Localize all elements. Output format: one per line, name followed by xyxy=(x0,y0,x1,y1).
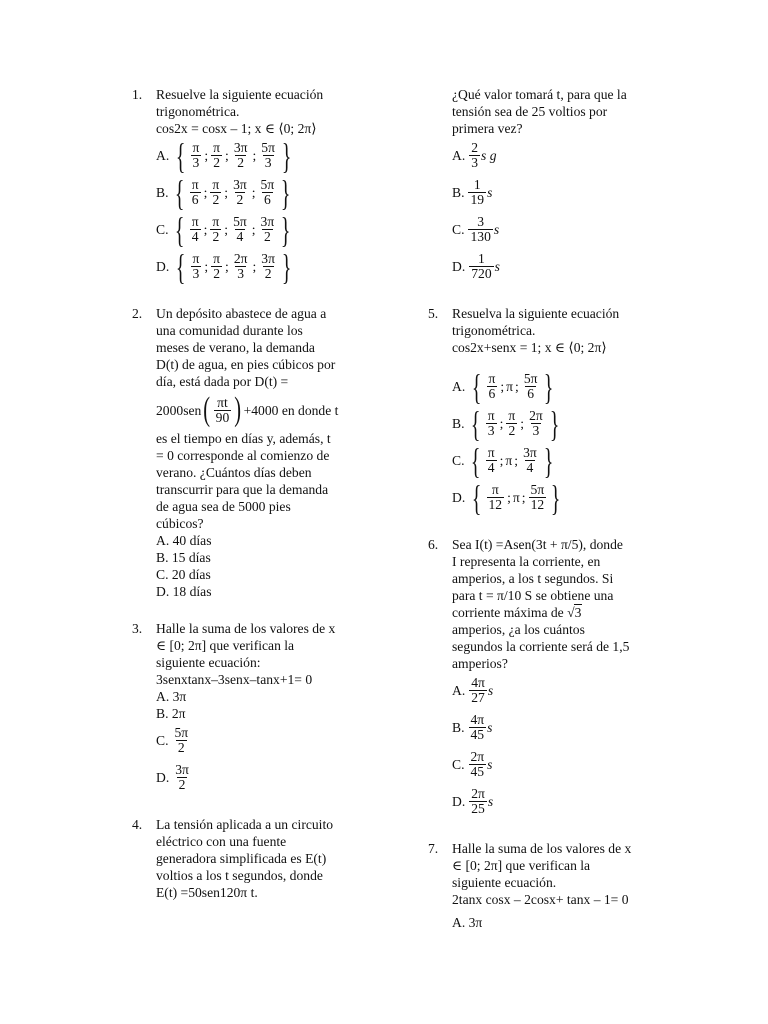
question-text: amperios, a los t segundos. Si xyxy=(452,571,614,586)
answer-option-d[interactable]: D. { $\frac{\pi}{3}$ ; $\frac{\pi}{2}$ ; $\frac{2\pi}{3}$ ; $\frac{3\pi}{2}$ } xyxy=(156,246,292,287)
question-text: para t = π/10 S se obtiene una xyxy=(452,588,614,603)
question-text: La tensión aplicada a un circuito xyxy=(156,817,334,832)
question-text: Halle la suma de los valores de x xyxy=(452,841,632,856)
question-number: 7. xyxy=(428,841,439,856)
question-text: una comunidad durante los xyxy=(156,323,303,338)
unit: s xyxy=(493,222,500,237)
fraction: $\frac{1}{720}$ xyxy=(471,251,492,281)
question-text: meses de verano, la demanda xyxy=(156,340,315,355)
answer-option-d[interactable]: D. 18 días xyxy=(156,584,212,599)
answer-options xyxy=(452,137,658,285)
fraction: $\frac{\pi}{2}$ xyxy=(213,140,221,170)
answer-option-b[interactable]: B. { $\frac{\pi}{3}$ ; $\frac{\pi}{2}$ ; $\frac{2\pi}{3}$ } xyxy=(452,403,560,444)
question-text: trigonométrica. xyxy=(452,323,536,338)
question-text: cúbicos? xyxy=(156,516,204,531)
fraction: $\frac{3\pi}{2}$ xyxy=(233,177,247,207)
fraction: $\frac{3\pi}{2}$ xyxy=(261,251,275,281)
question-text: Un depósito abastece de agua a xyxy=(156,306,327,321)
answer-option-d[interactable]: D. { $\frac{\pi}{12}$ ; π ; $\frac{5\pi}{12}$ } xyxy=(452,477,561,518)
fraction: $\frac{3\pi}{2}$ xyxy=(260,214,275,244)
question-3 xyxy=(132,620,364,796)
answer-option-a[interactable]: A. { $\frac{\pi}{6}$ ; π ; $\frac{5\pi}{6}$ } xyxy=(452,366,554,407)
question-1 xyxy=(132,86,364,285)
fraction: $\frac{\pi}{3}$ xyxy=(192,251,200,281)
question-text: eléctrico con una fuente xyxy=(156,834,287,849)
question-text: D(t) de agua, en pies cúbicos por xyxy=(156,357,336,372)
question-text: voltios a los t segundos, donde xyxy=(156,868,323,883)
answer-option-b[interactable]: B. $\frac{1}{19}$ s xyxy=(452,177,493,207)
answer-option-a[interactable]: A. 3π xyxy=(452,915,483,930)
question-number: 3. xyxy=(132,621,143,636)
answer-option-b[interactable]: B. 15 días xyxy=(156,550,211,565)
question-text: Sea I(t) =Asen(3t + π/5), donde xyxy=(452,537,623,552)
unit: s xyxy=(487,683,494,698)
answer-option-c[interactable]: C. { $\frac{\pi}{4}$ ; $\frac{\pi}{2}$ ; $\frac{5\pi}{4}$ ; $\frac{3\pi}{2}$ } xyxy=(156,209,291,250)
question-4-continued xyxy=(428,86,658,285)
question-7 xyxy=(428,840,658,931)
fraction: $\frac{\pi}{6}$ xyxy=(191,177,199,207)
unit: s xyxy=(487,185,493,200)
question-text: siguiente ecuación: xyxy=(156,655,261,670)
right-column xyxy=(428,86,658,951)
fraction: $\frac{\pi}{3}$ xyxy=(487,408,495,438)
demand-equation: 2000sen ( $\frac{\pi t}{90}$ ) +4000 en donde t xyxy=(156,391,339,428)
fraction: $\frac{2\pi}{25}$ xyxy=(471,786,485,816)
question-2 xyxy=(132,305,364,600)
answer-options xyxy=(156,137,364,285)
equation: cos2x+senx = 1; x ∈ ⟨0; 2π⟩ xyxy=(452,340,607,355)
question-text: de agua sea de 5000 pies xyxy=(156,499,291,514)
fraction: $\frac{5\pi}{3}$ xyxy=(261,140,275,170)
question-text: = 0 corresponde al comienzo de xyxy=(156,448,330,463)
fraction: $\frac{\pi}{4}$ xyxy=(487,445,495,475)
question-text: ¿Qué valor tomará t, para que la xyxy=(452,87,627,102)
question-text: corriente máxima de √3 xyxy=(452,605,582,620)
fraction: $\frac{3\pi}{4}$ xyxy=(523,445,537,475)
fraction: $\frac{2\pi}{3}$ xyxy=(529,408,543,438)
question-number: 6. xyxy=(428,537,439,552)
answer-option-d[interactable]: D. $\frac{1}{720}$ s xyxy=(452,251,500,281)
answer-option-b[interactable]: B. 2π xyxy=(156,706,186,721)
answer-option-a[interactable]: A. $\frac{4\pi}{27}$ s xyxy=(452,675,494,705)
unit: s g xyxy=(481,148,497,163)
left-column xyxy=(132,86,364,921)
answer-option-a[interactable]: A. { $\frac{\pi}{3}$ ; $\frac{\pi}{2}$ ; $\frac{3\pi}{2}$ ; $\frac{5\pi}{3}$ } xyxy=(156,135,292,176)
question-text: trigonométrica. xyxy=(156,104,240,119)
fraction: $\frac{\pi}{2}$ xyxy=(213,251,221,281)
question-text: tensión sea de 25 voltios por xyxy=(452,104,608,119)
question-text: transcurrir para que la demanda xyxy=(156,482,329,497)
question-text: amperios? xyxy=(452,656,508,671)
question-6 xyxy=(428,536,658,820)
fraction: $\frac{\pi}{12}$ xyxy=(488,482,503,512)
fraction: $\frac{2}{3}$ xyxy=(471,140,479,170)
equation: 3senxtanx–3senx–tanx+1= 0 xyxy=(156,672,313,687)
answer-option-c[interactable]: C. { $\frac{\pi}{4}$ ; π ; $\frac{3\pi}{4}$ } xyxy=(452,440,554,481)
question-text: generadora simplificada es E(t) xyxy=(156,851,327,866)
equation-suffix: +4000 en donde t xyxy=(243,402,339,418)
question-number: 5. xyxy=(428,306,439,321)
answer-option-c[interactable]: C. $\frac{3}{130}$ s xyxy=(452,214,500,244)
fraction: $\frac{\pi}{2}$ xyxy=(212,214,220,244)
question-text: Resuelva la siguiente ecuación xyxy=(452,306,620,321)
question-text: ∈ [0; 2π] que verifican la xyxy=(452,858,591,873)
fraction: $\frac{\pi t}{90}$ xyxy=(215,394,230,425)
fraction: $\frac{3\pi}{2}$ xyxy=(233,140,248,170)
unit: s xyxy=(494,259,500,274)
question-5 xyxy=(428,305,658,516)
fraction: $\frac{5\pi}{6}$ xyxy=(260,177,275,207)
fraction: $\frac{1}{19}$ xyxy=(470,177,485,207)
fraction: $\frac{2\pi}{3}$ xyxy=(233,251,248,281)
question-text: verano. ¿Cuántos días deben xyxy=(156,465,312,480)
fraction: $\frac{5\pi}{12}$ xyxy=(530,482,545,512)
question-number: 2. xyxy=(132,306,143,321)
fraction: $\frac{\pi}{2}$ xyxy=(212,177,220,207)
fraction: $\frac{\pi}{2}$ xyxy=(508,408,516,438)
question-number: 4. xyxy=(132,817,143,832)
answer-option-d[interactable]: D. $\frac{2\pi}{25}$ s xyxy=(452,786,494,816)
equation: 2tanx cosx – 2cosx+ tanx – 1= 0 xyxy=(452,892,629,907)
fraction: $\frac{\pi}{6}$ xyxy=(488,371,496,401)
equation: cos2x = cosx – 1; x ∈ ⟨0; 2π⟩ xyxy=(156,121,317,136)
fraction: $\frac{5\pi}{4}$ xyxy=(233,214,247,244)
unit: s xyxy=(487,794,494,809)
question-text: amperios, ¿a los cuántos xyxy=(452,622,585,637)
question-text: es el tiempo en días y, además, t xyxy=(156,431,331,446)
answer-option-d[interactable]: D. $\frac{3\pi}{2}$ xyxy=(156,762,189,792)
answer-option-b[interactable]: B. { $\frac{\pi}{6}$ ; $\frac{\pi}{2}$ ; $\frac{3\pi}{2}$ ; $\frac{5\pi}{6}$ } xyxy=(156,172,291,213)
fraction: $\frac{\pi}{3}$ xyxy=(192,140,200,170)
answer-option-c[interactable]: C. $\frac{2\pi}{45}$ s xyxy=(452,749,493,779)
fraction: $\frac{5\pi}{6}$ xyxy=(523,371,538,401)
fraction: $\frac{2\pi}{45}$ xyxy=(470,749,485,779)
fraction: $\frac{3\pi}{2}$ xyxy=(175,762,189,792)
answer-option-a[interactable]: A. 40 días xyxy=(156,533,212,548)
question-text: día, está dada por D(t) = xyxy=(156,374,289,389)
question-text: Resuelve la siguiente ecuación xyxy=(156,87,324,102)
answer-options xyxy=(452,672,658,820)
answer-option-c[interactable]: C. $\frac{5\pi}{2}$ xyxy=(156,725,189,755)
fraction: $\frac{3}{130}$ xyxy=(470,214,491,244)
answer-option-b[interactable]: B. $\frac{4\pi}{45}$ s xyxy=(452,712,493,742)
question-text: segundos la corriente será de 1,5 xyxy=(452,639,630,654)
unit: s xyxy=(487,757,493,772)
answer-options xyxy=(452,368,658,516)
fraction: $\frac{4\pi}{27}$ xyxy=(471,675,485,705)
answer-option-a[interactable]: A. 3π xyxy=(156,689,187,704)
fraction: $\frac{4\pi}{45}$ xyxy=(470,712,485,742)
question-text: ∈ [0; 2π] que verifican la xyxy=(156,638,295,653)
question-text: I representa la corriente, en xyxy=(452,554,601,569)
fraction: $\frac{\pi}{4}$ xyxy=(191,214,199,244)
equation: E(t) =50sen120π t. xyxy=(156,885,258,900)
question-number: 1. xyxy=(132,87,143,102)
answer-option-a[interactable]: A. $\frac{2}{3}$ s g xyxy=(452,140,497,170)
fraction: $\frac{5\pi}{2}$ xyxy=(174,725,189,755)
answer-option-c[interactable]: C. 20 días xyxy=(156,567,211,582)
question-text: siguiente ecuación. xyxy=(452,875,557,890)
question-text: primera vez? xyxy=(452,121,523,136)
question-text: Halle la suma de los valores de x xyxy=(156,621,336,636)
sqrt-value: 3 xyxy=(574,605,582,620)
question-4 xyxy=(132,816,364,901)
unit: s xyxy=(487,720,493,735)
equation-prefix: 2000sen xyxy=(156,402,202,418)
